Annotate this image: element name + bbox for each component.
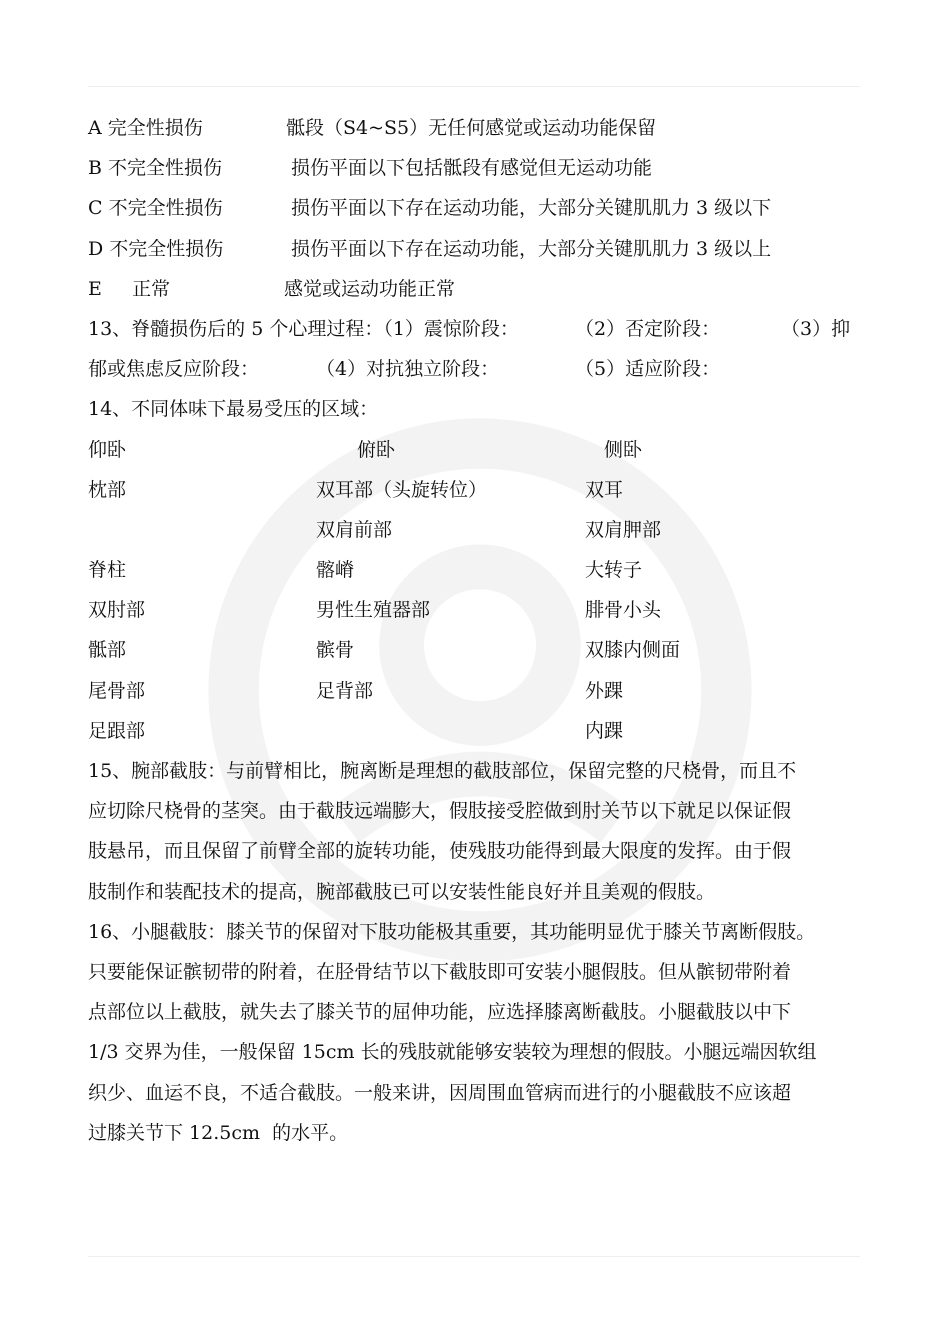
q13-line-2 bbox=[88, 349, 860, 389]
grade-description: 损伤平面以下包括骶段有感觉但无运动功能 bbox=[291, 157, 653, 180]
supine-cell: 枕部 bbox=[88, 478, 127, 501]
q13-stage-2: （2）否定阶段： bbox=[575, 317, 721, 340]
q13-intro: 13、脊髓损伤后的 5 个心理过程：（1）震惊阶段： bbox=[88, 317, 519, 340]
lateral-cell: 腓骨小头 bbox=[585, 599, 662, 622]
prone-cell: 双耳部（头旋转位） bbox=[316, 478, 488, 501]
q14-title-line bbox=[88, 389, 860, 429]
paragraph-line bbox=[88, 912, 860, 952]
lateral-cell: 内踝 bbox=[585, 719, 624, 742]
grade-description: 感觉或运动功能正常 bbox=[284, 277, 456, 300]
header-prone: 俯卧 bbox=[357, 438, 396, 461]
prone-cell: 双肩前部 bbox=[316, 518, 393, 541]
grade-label: A 完全性损伤 bbox=[88, 117, 203, 139]
lateral-cell: 双肩胛部 bbox=[585, 518, 662, 541]
table-row bbox=[88, 671, 860, 711]
q13-stage-3b: 郁或焦虑反应阶段： bbox=[88, 358, 260, 381]
lateral-cell: 外踝 bbox=[585, 679, 624, 702]
document-body bbox=[88, 108, 860, 1153]
paragraph-line bbox=[88, 1113, 860, 1153]
asia-grade-e bbox=[88, 269, 860, 309]
asia-grade-list bbox=[88, 108, 860, 309]
paragraph-line bbox=[88, 1032, 860, 1072]
footer-rule bbox=[88, 1256, 860, 1257]
table-row bbox=[88, 630, 860, 670]
q13-stage-4: （4）对抗独立阶段： bbox=[316, 358, 500, 381]
header-lateral: 侧卧 bbox=[604, 438, 643, 461]
q16-below-knee-amputation bbox=[88, 912, 860, 1153]
grade-label: D 不完全性损伤 bbox=[88, 237, 224, 260]
line-text: 15、腕部截肢：与前臂相比，腕离断是理想的截肢部位，保留完整的尺桡骨，而且不 bbox=[88, 760, 797, 782]
supine-cell: 足跟部 bbox=[88, 719, 146, 742]
grade-description: 骶段（S4~S5）无任何感觉或运动功能保留 bbox=[286, 117, 657, 139]
paragraph-line bbox=[88, 831, 860, 871]
line-text: 肢悬吊，而且保留了前臂全部的旋转功能，使残肢功能得到最大限度的发挥。由于假 bbox=[88, 840, 792, 863]
line-text: 点部位以上截肢，就失去了膝关节的屈伸功能，应选择膝离断截肢。小腿截肢以中下 bbox=[88, 1001, 792, 1024]
line-text: 只要能保证髌韧带的附着，在胫骨结节以下截肢即可安装小腿假肢。但从髌韧带附着 bbox=[88, 960, 792, 983]
q15-wrist-amputation bbox=[88, 751, 860, 912]
table-row bbox=[88, 711, 860, 751]
supine-cell: 尾骨部 bbox=[88, 679, 146, 702]
supine-cell: 骶部 bbox=[88, 639, 127, 662]
paragraph-line bbox=[88, 1073, 860, 1113]
paragraph-line bbox=[88, 791, 860, 831]
header-supine: 仰卧 bbox=[88, 438, 127, 461]
supine-cell: 脊柱 bbox=[88, 559, 127, 582]
line-text: 1/3 交界为佳，一般保留 15cm 长的残肢就能够安装较为理想的假肢。小腿远端因软组 bbox=[88, 1041, 817, 1064]
table-row bbox=[88, 550, 860, 590]
paragraph-line bbox=[88, 952, 860, 992]
q14-pressure-areas bbox=[88, 389, 860, 751]
prone-cell: 男性生殖器部 bbox=[316, 599, 431, 622]
grade-description: 损伤平面以下存在运动功能，大部分关键肌肌力 3 级以下 bbox=[291, 197, 772, 220]
prone-cell: 足背部 bbox=[316, 679, 374, 702]
q13-line-1 bbox=[88, 309, 860, 349]
q13-stage-5: （5）适应阶段： bbox=[575, 358, 721, 381]
table-row bbox=[88, 590, 860, 630]
line-text: 肢制作和装配技术的提高，腕部截肢已可以安装性能良好并且美观的假肢。 bbox=[88, 880, 716, 903]
table-row bbox=[88, 470, 860, 510]
lateral-cell: 双耳 bbox=[585, 478, 624, 501]
header-rule bbox=[88, 86, 860, 87]
q13-stage-3a: （3）抑 bbox=[781, 317, 851, 340]
asia-grade-a bbox=[88, 108, 860, 148]
line-text: 织少、血运不良，不适合截肢。一般来讲，因周围血管病而进行的小腿截肢不应该超 bbox=[88, 1081, 792, 1104]
asia-grade-b bbox=[88, 148, 860, 188]
asia-grade-d bbox=[88, 229, 860, 269]
grade-label: B 不完全性损伤 bbox=[88, 157, 223, 180]
prone-cell: 髌骨 bbox=[316, 639, 355, 662]
q14-title: 14、不同体味下最易受压的区域： bbox=[88, 398, 379, 421]
grade-label: E 正常 bbox=[88, 277, 171, 300]
grade-label: C 不完全性损伤 bbox=[88, 197, 223, 220]
line-text: 16、小腿截肢：膝关节的保留对下肢功能极其重要，其功能明显优于膝关节离断假肢。 bbox=[88, 920, 816, 943]
line-text: 过膝关节下 12.5cm 的水平。 bbox=[88, 1121, 349, 1144]
table-row bbox=[88, 510, 860, 550]
grade-description: 损伤平面以下存在运动功能，大部分关键肌肌力 3 级以上 bbox=[291, 237, 772, 260]
supine-cell: 双肘部 bbox=[88, 599, 146, 622]
lateral-cell: 大转子 bbox=[585, 559, 643, 582]
asia-grade-c bbox=[88, 188, 860, 228]
paragraph-line bbox=[88, 992, 860, 1032]
prone-cell: 髂嵴 bbox=[316, 559, 355, 582]
paragraph-line bbox=[88, 872, 860, 912]
q13-psychological-stages bbox=[88, 309, 860, 389]
paragraph-line bbox=[88, 751, 860, 791]
line-text: 应切除尺桡骨的茎突。由于截肢远端膨大，假肢接受腔做到肘关节以下就足以保证假 bbox=[88, 800, 792, 823]
q14-header-row bbox=[88, 430, 860, 470]
lateral-cell: 双膝内侧面 bbox=[585, 639, 681, 662]
